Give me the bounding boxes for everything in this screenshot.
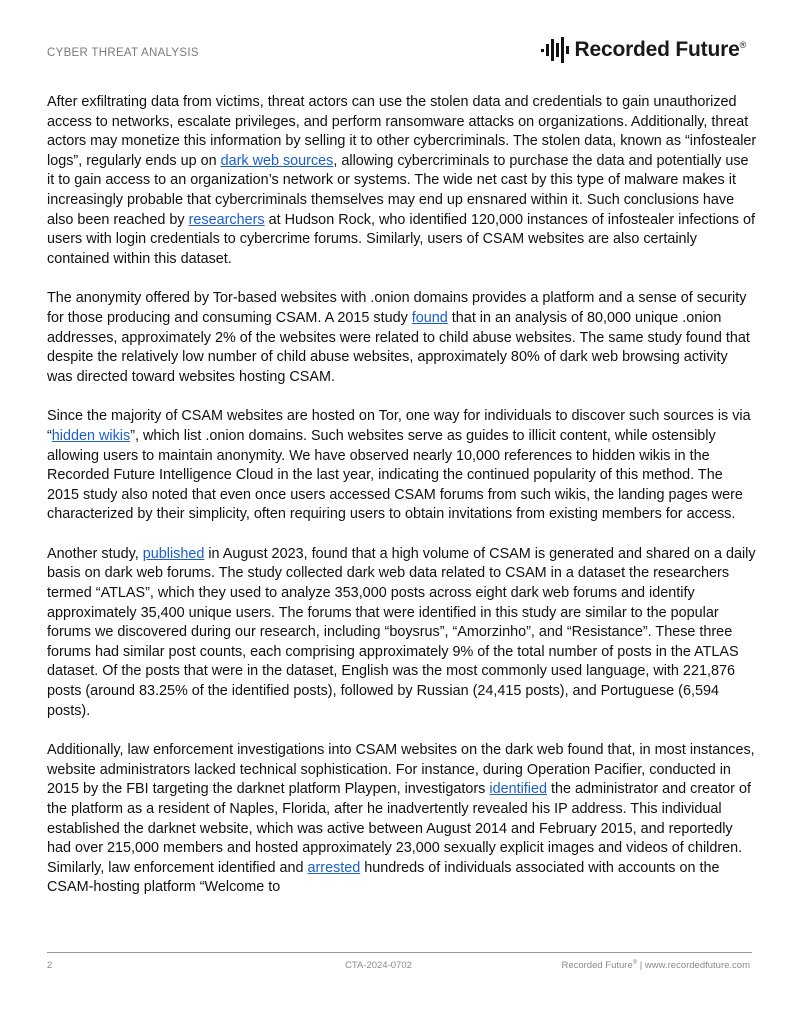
body-paragraph	[47, 407, 757, 525]
document-body	[47, 93, 757, 918]
body-paragraph	[47, 289, 757, 387]
paragraph-text: the administrator and creator of the platform as a resident of Naples, Florida, after he inadvertently revealed his IP address. This individual established the darknet website, which was active between August 2014 and February 2015, and reportedly had over 215,000 members and hosted approximately 23,000 sexually explicit images and videos of children. Similarly, law enforcement identified and	[47, 781, 751, 876]
document-section-label: CYBER THREAT ANALYSIS	[47, 47, 199, 59]
body-paragraph	[47, 741, 757, 898]
recorded-future-logo	[541, 36, 746, 64]
page-number: 2	[47, 960, 53, 971]
brand-mark-icon	[541, 36, 569, 64]
inline-link[interactable]: found	[411, 309, 448, 326]
footer-divider	[47, 952, 752, 953]
body-paragraph	[47, 93, 757, 269]
paragraph-text: , allowing cybercriminals to purchase the data and potentially use it to gain access to an organization’s network or systems. The wide net cast by this type of malware makes it increasingly probable that cybercriminals themselves may end up ensnared within it. Such conclusions have also been reached by	[47, 152, 749, 228]
body-paragraph	[47, 545, 757, 721]
brand-name: Recorded Future®	[574, 38, 746, 61]
inline-link[interactable]: published	[142, 545, 205, 562]
paragraph-text: Additionally, law enforcement investigations into CSAM websites on the dark web found that, in most instances, website administrators lacked technical sophistication. For instance, during Operation Pacifier, conducted in 2015 by the FBI targeting the darknet platform Playpen, investigators	[47, 742, 755, 798]
paragraph-text: After exfiltrating data from victims, threat actors can use the stolen data and credentials to gain unauthorized access to networks, escalate privileges, and perform ransomware attacks on organizations. Additionally, threat actors may monetize this information by selling it to other cybercriminals. The stolen data, known as “infostealer logs”, regularly ends up on	[47, 94, 757, 169]
inline-link[interactable]: arrested	[307, 859, 361, 876]
paragraph-text: ”, which list .onion domains. Such websites serve as guides to illicit content, while ostensibly allowing users to maintain anonymity. We have observed nearly 10,000 references to hidden wikis in the Recorded Future Intelligence Cloud in the last year, indicating the continued popularity of this method. The 2015 study also noted that even once users accessed CSAM forums from such wikis, the landing pages were characterized by their simplicity, often requiring users to obtain invitations from existing members for access.	[47, 427, 743, 523]
paragraph-text: in August 2023, found that a high volume of CSAM is generated and shared on a daily basis on dark web forums. The study collected dark web data related to CSAM in a dataset the researchers termed “ATLAS”, which they used to analyze 353,000 posts across eight dark web forums and identify approximately 35,400 unique users. The forums that were identified in this study are similar to the popular forums we discovered during our research, including “boysrus”, “Amorzinho”, and “Resistance”. These three forums had similar post counts, each comprising approximately 9% of the total number of posts in the ATLAS dataset. Of the posts that were in the dataset, English was the most commonly used language, with 221,876 posts (around 83.25% of the identified posts), followed by Russian (24,415 posts), and Portuguese (6,594 posts).	[47, 545, 756, 719]
paragraph-text: Since the majority of CSAM websites are hosted on Tor, one way for individuals to discover such sources is via “	[47, 408, 751, 444]
paragraph-text: Another study,	[47, 545, 143, 562]
inline-link[interactable]: researchers	[188, 211, 265, 228]
inline-link[interactable]: hidden wikis	[51, 427, 131, 444]
paragraph-text: at Hudson Rock, who identified 120,000 instances of infostealer infections of users with login credentials to cybercrime forums. Similarly, users of CSAM websites are also certainly contained within this dataset.	[47, 211, 755, 267]
document-code: CTA-2024-0702	[345, 960, 412, 971]
paragraph-text: hundreds of individuals associated with accounts on the CSAM-hosting platform “Welcome to	[47, 859, 720, 896]
inline-link[interactable]: identified	[489, 781, 547, 798]
paragraph-text: The anonymity offered by Tor-based websites with .onion domains provides a platform and a sense of security for those producing and consuming CSAM. A 2015 study	[47, 290, 747, 326]
paragraph-text: that in an analysis of 80,000 unique .onion addresses, approximately 2% of the websites were related to child abuse websites. The same study found that despite the relatively low number of child abuse websites, approximately 80% of dark web browsing activity was directed toward websites hosting CSAM.	[47, 309, 750, 385]
footer-brand: Recorded Future® | www.recordedfuture.com	[561, 960, 750, 972]
inline-link[interactable]: dark web sources	[220, 152, 334, 169]
